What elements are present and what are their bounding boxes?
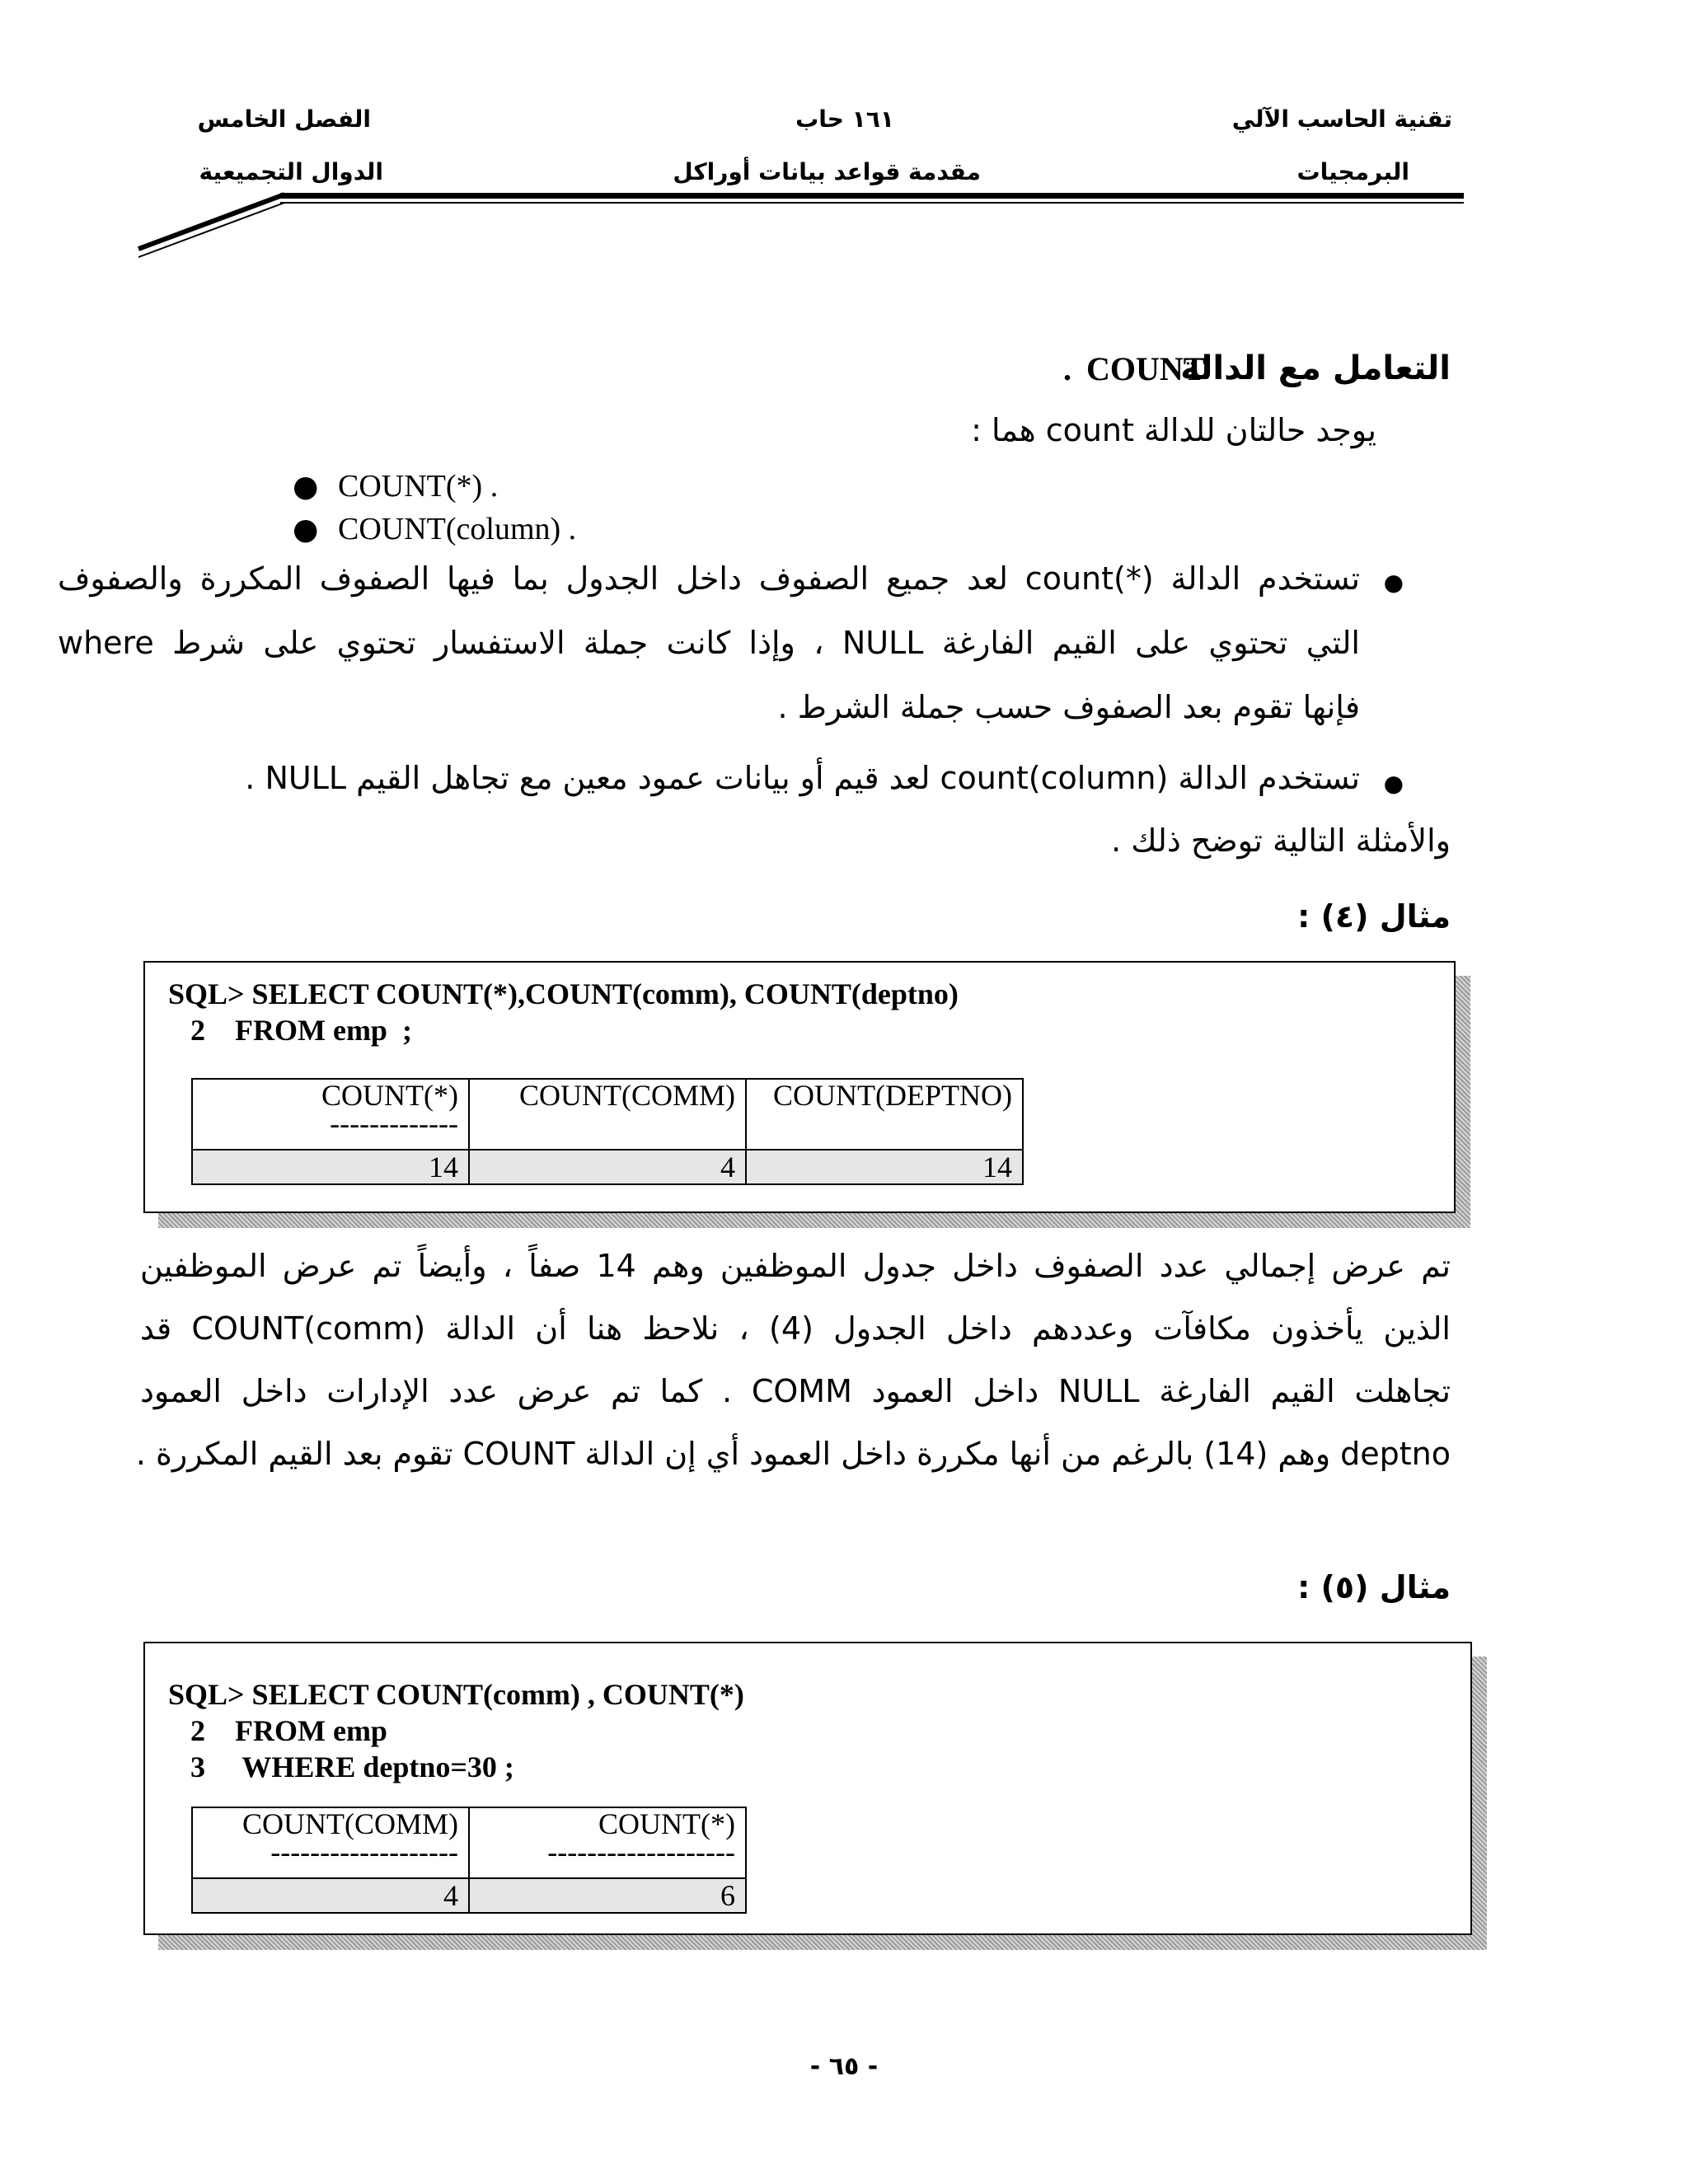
explanation-line4: deptno وهم (14) بالرغم من أنها مكررة داخل العمود أي إن الدالة COUNT تقوم بعد القيم المكررة . [135, 1436, 1451, 1472]
examples-note: والأمثلة التالية توضح ذلك . [1111, 823, 1451, 859]
column-header [746, 1079, 1023, 1150]
example5-result-table [191, 1807, 747, 1914]
header-swoosh [132, 188, 288, 262]
explanation-line2: الذين يأخذون مكافآت وعددهم داخل الجدول (4) ، نلاحظ هنا أن الدالة (COUNT(comm قد [140, 1310, 1451, 1347]
table-header-row [192, 1079, 1023, 1150]
example4-label: مثال (٤) : [1297, 898, 1451, 935]
column-header [192, 1079, 469, 1150]
header-rule-thick [280, 193, 1464, 199]
column-underline: ------------- [330, 1107, 458, 1140]
page-number: - ٦٥ - [809, 2052, 879, 2081]
column-header-label: COUNT(COMM) [518, 1079, 735, 1112]
example5-box [143, 1642, 1472, 1935]
example4-result-table [191, 1078, 1024, 1185]
column-underline: ------------------- [270, 1835, 458, 1868]
section-title [1063, 346, 1451, 396]
explanation-line3: تجاهلت القيم الفارغة NULL داخل العمود COMM . كما تم عرض عدد الإدارات داخل العمود [140, 1373, 1451, 1409]
bullet-icon: ● [293, 470, 319, 504]
column-header-label: COUNT(*) [598, 1807, 735, 1840]
header-chapter-title: الدوال التجميعية [199, 158, 383, 185]
column-header-label: COUNT(COMM) [241, 1807, 458, 1840]
table-cell: 14 [192, 1150, 469, 1184]
table-cell: 14 [746, 1150, 1023, 1184]
table-cell: 4 [192, 1878, 469, 1913]
table-row [192, 1878, 746, 1913]
column-header-label: COUNT(DEPTNO) [773, 1079, 1012, 1112]
bullet-icon: ● [1383, 569, 1404, 596]
example5-code-line3: 3 WHERE deptno=30 ; [168, 1750, 514, 1783]
column-header [469, 1079, 746, 1150]
section-title-function: COUNT [1086, 350, 1206, 387]
header-course-title: مقدمة قواعد بيانات أوراكل [673, 158, 981, 185]
example4-code-line1: SQL> SELECT COUNT(*),COUNT(comm), COUNT(deptno) [168, 977, 959, 1010]
example5-label: مثال (٥) : [1297, 1569, 1451, 1605]
header-course-code: ١٦١ حاب [795, 105, 894, 133]
header-specialization: البرمجيات [1296, 158, 1409, 185]
case-item: COUNT(column) . [338, 512, 577, 546]
bullet1-line1: تستخدم الدالة (*)count لعد جميع الصفوف داخل الجدول بما فيها الصفوف المكررة والصفوف [58, 560, 1360, 597]
column-underline: ------------------- [547, 1835, 735, 1868]
header-subject: تقنية الحاسب الآلي [1231, 105, 1452, 133]
table-header-row [192, 1807, 746, 1878]
header-chapter: الفصل الخامس [197, 105, 371, 133]
section-title-period: . [1063, 350, 1071, 387]
example4-box [143, 961, 1456, 1213]
example4-code-line2: 2 FROM emp ; [168, 1014, 412, 1047]
column-header-label: COUNT(*) [321, 1079, 458, 1112]
header-rule-thin [280, 202, 1464, 204]
table-row [192, 1150, 1023, 1184]
example5-code-line1: SQL> SELECT COUNT(comm) , COUNT(*) [168, 1678, 744, 1711]
example5-code-line2: 2 FROM emp [168, 1714, 387, 1747]
bullet-icon: ● [1383, 770, 1404, 797]
column-header [469, 1807, 746, 1878]
intro-text: يوجد حالتان للدالة count هما : [971, 412, 1376, 448]
explanation-line1: تم عرض إجمالي عدد الصفوف داخل جدول الموظفين وهم 14 صفاً ، وأيضاً تم عرض الموظفين [140, 1248, 1451, 1284]
table-cell: 4 [469, 1150, 746, 1184]
bullet1-line2: التي تحتوي على القيم الفارغة NULL ، وإذا كانت جملة الاستفسار تحتوي على شرط where [58, 625, 1360, 661]
bullet2-text: تستخدم الدالة (count(column لعد قيم أو بيانات عمود معين مع تجاهل القيم NULL . [245, 760, 1360, 796]
case-item: COUNT(*) . [338, 469, 499, 504]
bullet-icon: ● [293, 513, 319, 546]
bullet1-line3: فإنها تقوم بعد الصفوف حسب جملة الشرط . [777, 689, 1360, 725]
section-title-arabic: التعامل مع الدالة [1180, 349, 1451, 387]
column-header [192, 1807, 469, 1878]
table-cell: 6 [469, 1878, 746, 1913]
